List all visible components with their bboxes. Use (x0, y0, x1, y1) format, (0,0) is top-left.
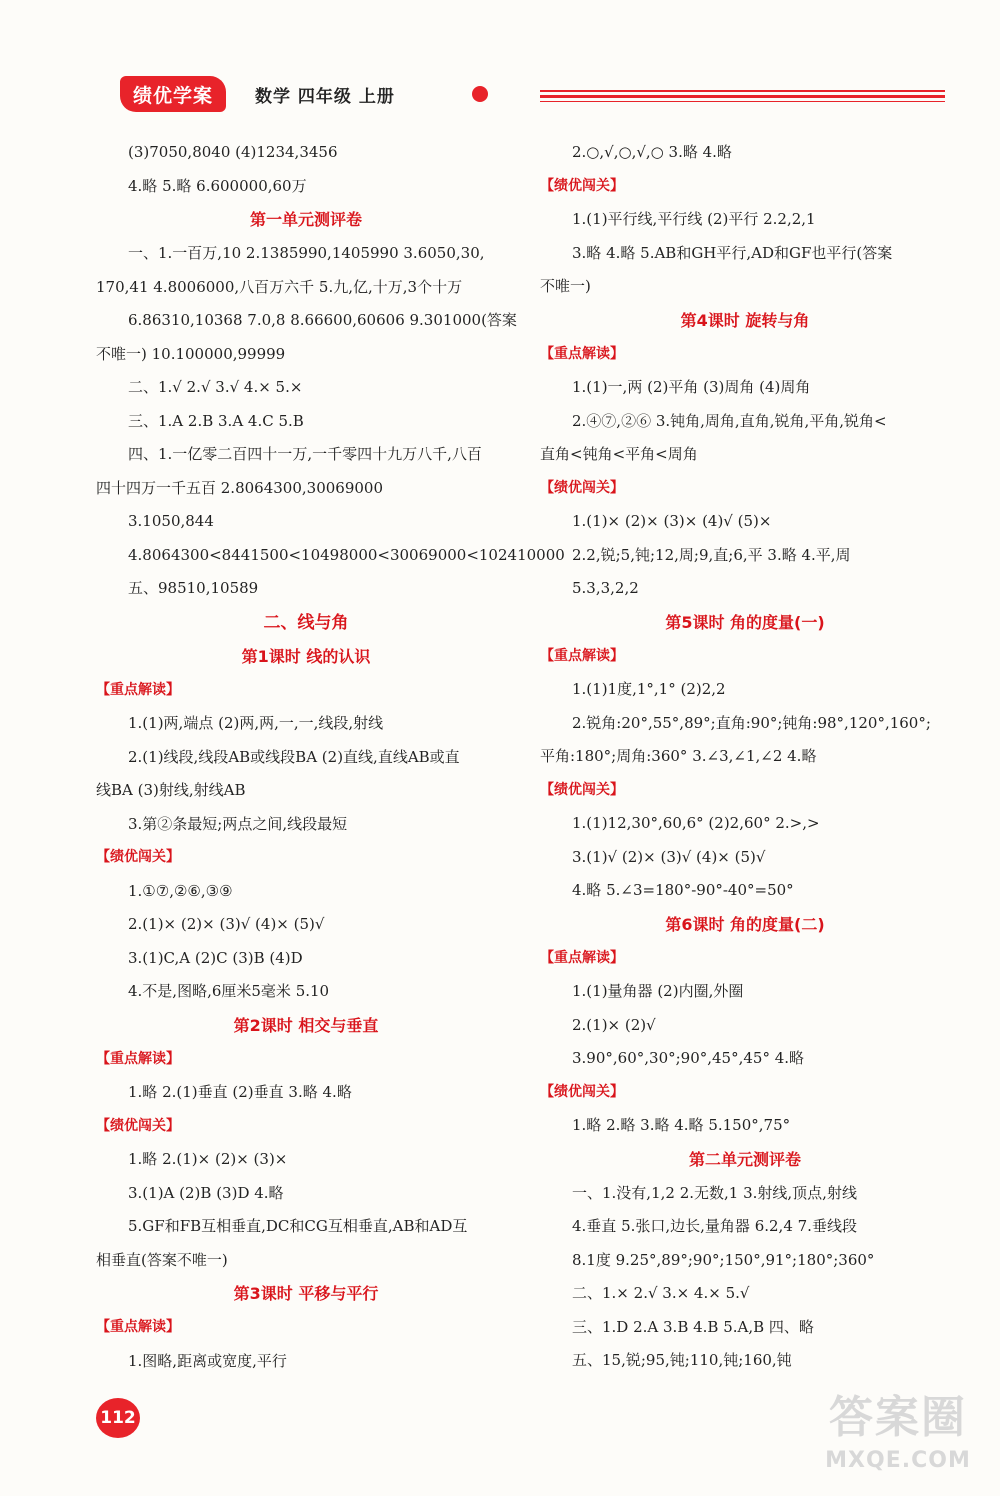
subsection-label: 【重点解读】 (540, 949, 624, 966)
subsection-label: 【绩优闯关】 (540, 177, 624, 194)
right-column (540, 136, 950, 1378)
answer-line: 4.不是,图略,6厘米5毫米 5.10 (128, 982, 330, 1000)
answer-line: 4.垂直 5.张口,边长,量角器 6.2,4 7.垂线段 (572, 1217, 857, 1235)
answer-line: 2.④⑦,②⑥ 3.钝角,周角,直角,锐角,平角,锐角< (572, 411, 887, 430)
answer-line: 2.2,锐;5,钝;12,周;9,直;6,平 3.略 4.平,周 (572, 545, 851, 564)
answer-line: 直角<钝角<平角<周角 (540, 445, 698, 463)
answer-line: 不唯一) 10.100000,99999 (96, 344, 286, 363)
answer-line: 3.(1)√ (2)× (3)√ (4)× (5)√ (572, 847, 766, 866)
subsection-label: 【重点解读】 (540, 345, 624, 362)
answer-line: 3.90°,60°,30°;90°,45°,45° 4.略 (572, 1049, 805, 1067)
answer-line: 线BA (3)射线,射线AB (96, 781, 246, 799)
answer-line: 五、15,锐;95,钝;110,钝;160,钝 (572, 1351, 792, 1369)
subject-label: 数学 四年级 上册 (255, 87, 395, 107)
subsection-label: 【绩优闯关】 (96, 849, 180, 865)
answer-line: 6.86310,10368 7.0,8 8.66600,60606 9.301000(答案 (128, 311, 517, 329)
header-dot-icon (472, 86, 488, 102)
subsection-label: 【重点解读】 (96, 1050, 180, 1067)
section-title: 第二单元测评卷 (688, 1149, 801, 1169)
answer-line: 1.略 2.略 3.略 4.略 5.150°,75° (572, 1116, 791, 1134)
answer-line: 1.图略,距离或宽度,平行 (128, 1351, 287, 1370)
section-title: 第5课时 角的度量(一) (665, 612, 825, 632)
subsection-label: 【绩优闯关】 (96, 1117, 180, 1134)
answer-line: 2.锐角:20°,55°,89°;直角:90°;钝角:98°,120°,160°; (572, 713, 931, 732)
answer-line: 二、1.× 2.√ 3.× 4.× 5.√ (572, 1284, 750, 1302)
header-rule (540, 90, 945, 105)
answer-line: 一、1.没有,1,2 2.无数,1 3.射线,顶点,射线 (572, 1183, 857, 1202)
subsection-label: 【绩优闯关】 (540, 479, 624, 496)
section-title: 第1课时 线的认识 (241, 646, 371, 666)
answer-line: 4.8064300<8441500<10498000<30069000<102410000 (128, 545, 565, 564)
answer-line: 2.(1)× (2)√ (572, 1015, 656, 1034)
answer-line: 1.(1)平行线,平行线 (2)平行 2.2,2,1 (572, 210, 816, 228)
section-title: 第3课时 平移与平行 (233, 1284, 379, 1303)
answer-line: 1.(1)12,30°,60,6° (2)2,60° 2.>,> (572, 814, 820, 832)
answer-line: 1.(1)两,端点 (2)两,两,一,一,线段,射线 (128, 714, 384, 732)
section-title: 第4课时 旋转与角 (680, 310, 810, 330)
answer-line: 1.(1)1度,1°,1° (2)2,2 (572, 680, 726, 698)
answer-line: 5.GF和FB互相垂直,DC和CG互相垂直,AB和AD互 (128, 1217, 468, 1235)
section-title: 二、线与角 (263, 612, 349, 633)
answer-line: (3)7050,8040 (4)1234,3456 (128, 143, 338, 161)
answer-line: 三、1.A 2.B 3.A 4.C 5.B (128, 411, 304, 430)
subsection-label: 【绩优闯关】 (540, 1083, 624, 1100)
brand-logo: 绩优学案 (120, 76, 226, 112)
answer-line: 3.1050,844 (128, 512, 214, 530)
answer-line: 3.(1)C,A (2)C (3)B (4)D (128, 948, 303, 967)
answer-line: 1.(1)量角器 (2)内圈,外圈 (572, 982, 744, 1000)
answer-line: 二、1.√ 2.√ 3.√ 4.× 5.× (128, 378, 303, 396)
answer-line: 四十四万一千五百 2.8064300,30069000 (96, 478, 384, 497)
answer-line: 1.略 2.(1)垂直 (2)垂直 3.略 4.略 (128, 1083, 352, 1101)
section-title: 第2课时 相交与垂直 (233, 1015, 379, 1035)
section-title: 第一单元测评卷 (249, 210, 362, 229)
answer-line: 2.○,√,○,√,○ 3.略 4.略 (572, 143, 732, 161)
answer-line: 3.第②条最短;两点之间,线段最短 (128, 814, 348, 833)
section-title: 第6课时 角的度量(二) (665, 914, 825, 934)
left-column (96, 136, 565, 1378)
subsection-label: 【重点解读】 (96, 681, 180, 698)
answer-line: 一、1.一百万,10 2.1385990,1405990 3.6050,30, (128, 244, 485, 262)
answer-line: 1.①⑦,②⑥,③⑨ (128, 881, 233, 900)
page-number: 112 (96, 1398, 140, 1438)
answer-line: 平角:180°;周角:360° 3.∠3,∠1,∠2 4.略 (540, 747, 817, 765)
answer-line: 1.(1)一,两 (2)平角 (3)周角 (4)周角 (572, 378, 811, 396)
answer-line: 4.略 5.略 6.600000,60万 (128, 176, 307, 195)
answer-line: 4.略 5.∠3=180°-90°-40°=50° (572, 881, 794, 899)
answer-line: 170,41 4.8006000,八百万六千 5.九,亿,十万,3个十万 (96, 277, 463, 296)
subsection-label: 【重点解读】 (96, 1319, 180, 1335)
watermark-bottom: MXQE.COM (825, 1448, 971, 1473)
answer-line: 相垂直(答案不唯一) (96, 1250, 228, 1269)
answer-line: 不唯一) (540, 277, 591, 295)
answer-line: 1.(1)× (2)× (3)× (4)√ (5)× (572, 512, 772, 530)
answer-line: 1.略 2.(1)× (2)× (3)× (128, 1150, 288, 1168)
answer-line: 五、98510,10589 (128, 579, 259, 597)
answer-line: 3.(1)A (2)B (3)D 4.略 (128, 1183, 284, 1202)
page-header (0, 0, 1000, 120)
answer-line: 三、1.D 2.A 3.B 4.B 5.A,B 四、略 (572, 1317, 814, 1336)
answer-line: 3.略 4.略 5.AB和GH平行,AD和GF也平行(答案 (572, 243, 893, 262)
watermark (806, 1390, 990, 1490)
answer-line: 2.(1)线段,线段AB或线段BA (2)直线,直线AB或直 (128, 747, 460, 766)
answer-line: 8.1度 9.25°,89°;90°;150°,91°;180°;360° (572, 1250, 875, 1269)
subsection-label: 【绩优闯关】 (540, 781, 624, 798)
answer-line: 5.3,3,2,2 (572, 579, 639, 597)
subsection-label: 【重点解读】 (540, 647, 624, 664)
answer-line: 四、1.一亿零二百四十一万,一千零四十九万八千,八百 (128, 445, 482, 463)
watermark-top: 答案圈 (829, 1392, 967, 1443)
answer-line: 2.(1)× (2)× (3)√ (4)× (5)√ (128, 915, 325, 933)
